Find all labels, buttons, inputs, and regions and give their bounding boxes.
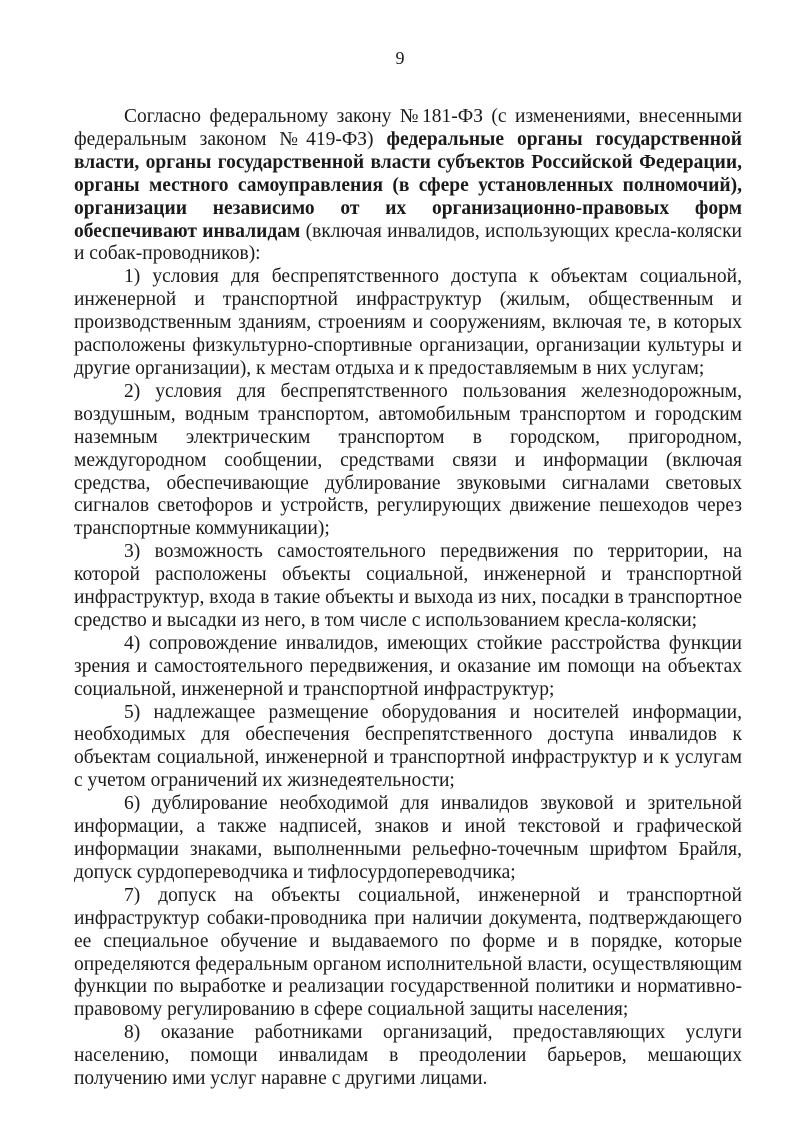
list-item-8: 8) оказание работниками организаций, предоставляющих услуги населению, помощи инвалидам в преодолении барьеров, мешающих получению ими услуг наравне с другими лицами. [74, 1022, 742, 1090]
list-item-5: 5) надлежащее размещение оборудования и носителей информации, необходимых для обеспечения беспрепятственного доступа инвалидов к объектам социальной, инженерной и транспортной инфраструктур и к услугам с учетом ограничений их жизнедеятельности; [74, 701, 742, 792]
list-item-4: 4) сопровождение инвалидов, имеющих стойкие расстройства функции зрения и самостоятельного передвижения, и оказание им помощи на объектах социальной, инженерной и транспортной инфраструктур; [74, 632, 742, 700]
intro-paragraph [74, 106, 742, 266]
intro-text: Согласно федеральному закону №181-ФЗ (с изменениями, внесенными федеральным законом №419-ФЗ) [74, 106, 742, 150]
list-item-6: 6) дублирование необходимой для инвалидов звуковой и зрительной информации, а также надписей, знаков и иной текстовой и графической информации знаками, выполненными рельефно-точечным шрифтом Брайля, допуск сурдопереводчика и тифлосурдопереводчика; [74, 793, 742, 883]
document-body [74, 106, 742, 1091]
intro-text-end: (включая инвалидов, использующих кресла-коляски и собак-проводников): [74, 220, 742, 265]
list-item-3: 3) возможность самостоятельного передвижения по территории, на которой расположены объекты социальной, инженерной и транспортной инфраструктур, входа в такие объекты и выхода из них, посадки в транспортное средство и высадки из него, в том числе с использованием кресла-коляски; [74, 541, 742, 631]
page-number: 9 [395, 48, 405, 68]
list-item-7: 7) допуск на объекты социальной, инженерной и транспортной инфраструктур собаки-проводника при наличии документа, подтверждающего ее специальное обучение и выдаваемого по форме и в порядке, которые определяются федеральным органом исполнительной власти, осуществляющим функции по выработке и реализации государственной политики и нормативно-правовому регулированию в сфере социальной защиты населения; [74, 884, 742, 1021]
intro-bold-text: федеральные органы государственной власти, органы государственной власти субъектов Российской Федерации, органы местного самоуправления (в сфере установленных полномочий), организации независимо от их организационно-правовых форм обеспечивают инвалидам [74, 128, 743, 242]
list-item-2: 2) условия для беспрепятственного пользования железнодорожным, воздушным, водным транспортом, автомобильным транспортом и городским наземным электрическим транспортом в городском, пригородном, междугородном сообщении, средствами связи и информации (включая средства, обеспечивающие дублирование звуковыми сигналами световых сигналов светофоров и устройств, регулирующих движение пешеходов через транспортные коммуникации); [74, 380, 742, 540]
list-item-1: 1) условия для беспрепятственного доступа к объектам социальной, инженерной и транспортной инфраструктур (жилым, общественным и производственным зданиям, строениям и сооружениям, включая те, в которых расположены физкультурно-спортивные организации, организации культуры и другие организации), к местам отдыха и к предоставляемым в них услугам; [74, 266, 742, 379]
